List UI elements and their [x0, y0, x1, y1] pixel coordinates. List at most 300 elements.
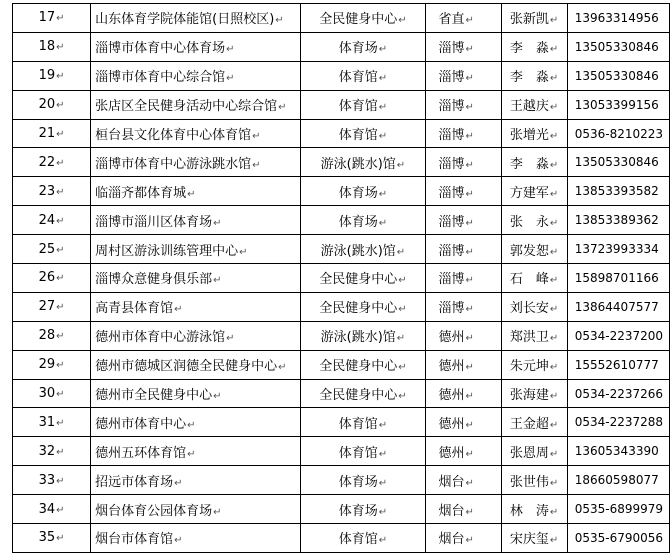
- venue-type-cell: [301, 321, 425, 350]
- paragraph-mark-icon: ↵: [174, 535, 183, 547]
- paragraph-mark-icon: ↵: [549, 333, 559, 345]
- region: 淄博: [438, 301, 465, 317]
- paragraph-mark-icon: ↵: [56, 157, 65, 169]
- region-cell: [425, 61, 501, 90]
- paragraph-mark-icon: ↵: [549, 217, 559, 229]
- phone-number-cell: [567, 524, 669, 553]
- row-number-cell: [13, 437, 91, 466]
- row-number: 22: [38, 154, 56, 170]
- paragraph-mark-icon: ↵: [396, 159, 406, 171]
- contact-person: 郑洪卫: [509, 330, 549, 346]
- paragraph-mark-icon: ↵: [549, 448, 559, 460]
- paragraph-mark-icon: ↵: [252, 131, 261, 142]
- row-number-cell: [13, 321, 91, 350]
- venue-type-cell: [301, 495, 425, 524]
- paragraph-mark-icon: ↵: [56, 100, 65, 112]
- paragraph-mark-icon: ↵: [56, 504, 65, 516]
- venue-type: 游泳(跳水)馆: [320, 156, 396, 172]
- region: 淄博: [438, 99, 465, 115]
- paragraph-mark-icon: ↵: [549, 477, 559, 489]
- paragraph-mark-icon: ↵: [213, 217, 222, 229]
- venue-type: 体育馆: [338, 99, 378, 115]
- paragraph-mark-icon: ↵: [549, 44, 559, 56]
- region-cell: [425, 264, 501, 293]
- paragraph-mark-icon: ↵: [549, 73, 559, 85]
- phone-number: 13853389362: [574, 213, 659, 228]
- venue-type-cell: [301, 264, 425, 293]
- paragraph-mark-icon: ↵: [239, 246, 248, 258]
- table-row: [13, 495, 670, 524]
- row-number: 23: [38, 183, 56, 199]
- paragraph-mark-icon: ↵: [56, 186, 65, 198]
- row-number-cell: [13, 4, 91, 33]
- row-number-cell: [13, 350, 91, 379]
- region: 省直: [438, 12, 465, 28]
- table-row: [13, 235, 670, 264]
- paragraph-mark-icon: ↵: [549, 362, 559, 374]
- paragraph-mark-icon: ↵: [549, 188, 559, 200]
- venue-table: [12, 3, 670, 553]
- contact-person-cell: [501, 206, 567, 235]
- region: 淄博: [438, 272, 465, 288]
- row-number-cell: [13, 148, 91, 177]
- phone-number-cell: [567, 437, 669, 466]
- venue-name-cell: [91, 379, 301, 408]
- phone-number: 13505330846: [574, 155, 659, 170]
- paragraph-mark-icon: ↵: [278, 102, 287, 114]
- row-number-cell: [13, 524, 91, 553]
- phone-number-cell: [567, 350, 669, 379]
- paragraph-mark-icon: ↵: [465, 73, 474, 85]
- row-number-cell: [13, 119, 91, 148]
- phone-number: 13605343390: [574, 444, 659, 459]
- contact-person-cell: [501, 148, 567, 177]
- contact-person-cell: [501, 379, 567, 408]
- phone-number: 13963314956: [574, 10, 659, 25]
- venue-type: 体育场: [338, 214, 378, 230]
- row-number-cell: [13, 235, 91, 264]
- table-row: [13, 466, 670, 495]
- venue-name: 桓台县文化体育中心体育馆: [95, 128, 252, 143]
- paragraph-mark-icon: ↵: [549, 102, 559, 114]
- paragraph-mark-icon: ↵: [549, 535, 559, 547]
- venue-name-cell: [91, 495, 301, 524]
- phone-number-cell: [567, 177, 669, 206]
- row-number-cell: [13, 61, 91, 90]
- phone-number: 0535-6790056: [574, 530, 664, 545]
- contact-person-cell: [501, 466, 567, 495]
- venue-name: 德州市德城区润德全民健身中心: [95, 359, 278, 375]
- contact-person: 林 涛: [509, 503, 549, 519]
- paragraph-mark-icon: ↵: [549, 15, 559, 27]
- row-number: 29: [38, 357, 56, 373]
- paragraph-mark-icon: ↵: [226, 73, 235, 85]
- region: 烟台: [438, 503, 465, 519]
- paragraph-mark-icon: ↵: [56, 446, 65, 458]
- table-row: [13, 206, 670, 235]
- venue-name: 淄博市淄川区体育场: [95, 214, 213, 230]
- paragraph-mark-icon: ↵: [465, 275, 474, 287]
- paragraph-mark-icon: ↵: [187, 188, 196, 200]
- paragraph-mark-icon: ↵: [398, 304, 407, 316]
- contact-person-cell: [501, 119, 567, 148]
- venue-type-cell: [301, 408, 425, 437]
- paragraph-mark-icon: ↵: [56, 244, 65, 256]
- paragraph-mark-icon: ↵: [56, 331, 65, 343]
- region: 淄博: [438, 128, 465, 143]
- row-number-cell: [13, 292, 91, 321]
- venue-type: 游泳(跳水)馆: [320, 330, 396, 346]
- region: 淄博: [438, 70, 465, 86]
- region: 德州: [438, 445, 465, 461]
- row-number-cell: [13, 466, 91, 495]
- paragraph-mark-icon: ↵: [187, 419, 196, 431]
- contact-person-cell: [501, 90, 567, 119]
- paragraph-mark-icon: ↵: [398, 362, 407, 374]
- paragraph-mark-icon: ↵: [56, 475, 65, 487]
- phone-number: 13505330846: [574, 39, 659, 54]
- region-cell: [425, 4, 501, 33]
- paragraph-mark-icon: ↵: [549, 246, 559, 258]
- venue-table-body: [13, 4, 670, 553]
- venue-name-cell: [91, 235, 301, 264]
- paragraph-mark-icon: ↵: [465, 217, 474, 229]
- venue-name: 淄博市体育中心综合馆: [95, 70, 226, 86]
- contact-person: 张海建: [509, 388, 549, 404]
- venue-name-cell: [91, 148, 301, 177]
- paragraph-mark-icon: ↵: [465, 535, 474, 547]
- region-cell: [425, 437, 501, 466]
- paragraph-mark-icon: ↵: [549, 275, 559, 287]
- phone-number-cell: [567, 264, 669, 293]
- paragraph-mark-icon: ↵: [378, 217, 388, 229]
- venue-name: 淄博众意健身俱乐部: [95, 272, 213, 288]
- paragraph-mark-icon: ↵: [465, 362, 474, 374]
- paragraph-mark-icon: ↵: [56, 302, 65, 314]
- row-number: 33: [38, 472, 56, 488]
- paragraph-mark-icon: ↵: [226, 333, 235, 345]
- venue-type-cell: [301, 32, 425, 61]
- region-cell: [425, 292, 501, 321]
- region: 德州: [438, 359, 465, 375]
- phone-number-cell: [567, 466, 669, 495]
- table-row: [13, 408, 670, 437]
- phone-number-cell: [567, 292, 669, 321]
- paragraph-mark-icon: ↵: [252, 159, 261, 171]
- table-row: [13, 90, 670, 119]
- paragraph-mark-icon: ↵: [56, 273, 65, 285]
- phone-number-cell: [567, 4, 669, 33]
- paragraph-mark-icon: ↵: [398, 275, 407, 287]
- venue-type-cell: [301, 90, 425, 119]
- contact-person-cell: [501, 524, 567, 553]
- region-cell: [425, 379, 501, 408]
- venue-type-cell: [301, 350, 425, 379]
- phone-number-cell: [567, 90, 669, 119]
- table-row: [13, 264, 670, 293]
- venue-name: 德州市全民健身中心: [95, 388, 213, 404]
- table-row: [13, 148, 670, 177]
- venue-name: 淄博市体育中心体育场: [95, 41, 226, 57]
- phone-number: 13853393582: [574, 184, 659, 199]
- row-number: 32: [38, 443, 56, 459]
- paragraph-mark-icon: ↵: [378, 535, 388, 547]
- venue-type: 体育场: [338, 474, 378, 490]
- row-number-cell: [13, 379, 91, 408]
- contact-person-cell: [501, 437, 567, 466]
- table-row: [13, 119, 670, 148]
- paragraph-mark-icon: ↵: [549, 159, 559, 171]
- venue-type: 全民健身中心: [319, 388, 398, 404]
- phone-number-cell: [567, 495, 669, 524]
- contact-person: 张恩周: [509, 445, 549, 461]
- venue-name: 临淄齐都体育城: [95, 185, 187, 201]
- venue-name-cell: [91, 524, 301, 553]
- contact-person-cell: [501, 408, 567, 437]
- paragraph-mark-icon: ↵: [56, 215, 65, 227]
- paragraph-mark-icon: ↵: [549, 304, 559, 316]
- paragraph-mark-icon: ↵: [187, 448, 196, 460]
- venue-name-cell: [91, 32, 301, 61]
- table-row: [13, 350, 670, 379]
- region-cell: [425, 90, 501, 119]
- venue-type-cell: [301, 466, 425, 495]
- phone-number-cell: [567, 61, 669, 90]
- phone-number-cell: [567, 148, 669, 177]
- region-cell: [425, 32, 501, 61]
- venue-name-cell: [91, 206, 301, 235]
- phone-number: 15552610777: [574, 357, 659, 372]
- paragraph-mark-icon: ↵: [549, 391, 559, 403]
- contact-person: 张新凯: [509, 12, 549, 28]
- phone-number-cell: [567, 408, 669, 437]
- venue-type-cell: [301, 177, 425, 206]
- venue-type: 全民健身中心: [319, 272, 398, 288]
- row-number: 28: [38, 328, 56, 344]
- venue-type: 体育馆: [338, 70, 378, 86]
- venue-type: 游泳(跳水)馆: [320, 243, 396, 259]
- contact-person: 张增光: [509, 128, 549, 143]
- contact-person: 宋庆玺: [509, 532, 549, 548]
- phone-number-cell: [567, 32, 669, 61]
- row-number: 24: [38, 212, 56, 228]
- paragraph-mark-icon: ↵: [396, 333, 406, 345]
- contact-person-cell: [501, 350, 567, 379]
- venue-name-cell: [91, 437, 301, 466]
- region: 淄博: [438, 185, 465, 201]
- paragraph-mark-icon: ↵: [465, 506, 474, 518]
- phone-number-cell: [567, 119, 669, 148]
- contact-person-cell: [501, 321, 567, 350]
- table-row: [13, 4, 670, 33]
- contact-person-cell: [501, 4, 567, 33]
- contact-person: 李 淼: [509, 41, 549, 57]
- region: 淄博: [438, 214, 465, 230]
- row-number: 21: [38, 126, 56, 141]
- contact-person-cell: [501, 32, 567, 61]
- row-number-cell: [13, 32, 91, 61]
- region-cell: [425, 495, 501, 524]
- region: 淄博: [438, 243, 465, 259]
- phone-number: 18660598077: [574, 473, 659, 488]
- phone-number: 13053399156: [574, 97, 659, 112]
- paragraph-mark-icon: ↵: [465, 159, 474, 171]
- phone-number-cell: [567, 235, 669, 264]
- paragraph-mark-icon: ↵: [549, 419, 559, 431]
- paragraph-mark-icon: ↵: [56, 417, 65, 429]
- paragraph-mark-icon: ↵: [465, 419, 474, 431]
- phone-number: 13505330846: [574, 68, 659, 83]
- paragraph-mark-icon: ↵: [465, 15, 474, 27]
- venue-type-cell: [301, 148, 425, 177]
- paragraph-mark-icon: ↵: [378, 506, 388, 518]
- contact-person: 王金超: [509, 416, 549, 432]
- venue-type: 全民健身中心: [319, 359, 398, 375]
- venue-name: 德州五环体育馆: [95, 445, 187, 461]
- venue-name-cell: [91, 119, 301, 148]
- paragraph-mark-icon: ↵: [465, 477, 474, 489]
- venue-type-cell: [301, 206, 425, 235]
- paragraph-mark-icon: ↵: [378, 477, 388, 489]
- venue-name: 招远市体育场: [95, 474, 174, 490]
- venue-type: 全民健身中心: [319, 301, 398, 317]
- paragraph-mark-icon: ↵: [396, 246, 406, 258]
- venue-type-cell: [301, 437, 425, 466]
- row-number: 19: [38, 68, 56, 84]
- row-number: 17: [38, 10, 56, 26]
- contact-person-cell: [501, 264, 567, 293]
- row-number-cell: [13, 206, 91, 235]
- paragraph-mark-icon: ↵: [465, 246, 474, 258]
- table-row: [13, 292, 670, 321]
- phone-number: 0535-6899979: [574, 502, 664, 517]
- paragraph-mark-icon: ↵: [465, 391, 474, 403]
- venue-name-cell: [91, 292, 301, 321]
- paragraph-mark-icon: ↵: [56, 389, 65, 401]
- paragraph-mark-icon: ↵: [465, 304, 474, 316]
- paragraph-mark-icon: ↵: [174, 477, 183, 489]
- contact-person-cell: [501, 177, 567, 206]
- region: 德州: [438, 388, 465, 404]
- table-row: [13, 32, 670, 61]
- paragraph-mark-icon: ↵: [56, 71, 65, 83]
- region: 德州: [438, 416, 465, 432]
- row-number: 20: [38, 97, 56, 113]
- phone-number-cell: [567, 321, 669, 350]
- paragraph-mark-icon: ↵: [465, 448, 474, 460]
- paragraph-mark-icon: ↵: [378, 419, 388, 431]
- contact-person: 李 淼: [509, 156, 549, 172]
- venue-type-cell: [301, 524, 425, 553]
- paragraph-mark-icon: ↵: [378, 102, 388, 114]
- table-row: [13, 524, 670, 553]
- phone-number: 13723993334: [574, 242, 659, 257]
- venue-type-cell: [301, 379, 425, 408]
- paragraph-mark-icon: ↵: [549, 131, 559, 142]
- region-cell: [425, 148, 501, 177]
- paragraph-mark-icon: ↵: [174, 304, 183, 316]
- venue-type: 体育馆: [338, 416, 378, 432]
- paragraph-mark-icon: ↵: [213, 275, 222, 287]
- region: 淄博: [438, 41, 465, 57]
- venue-type-cell: [301, 292, 425, 321]
- venue-name: 周村区游泳训练管理中心: [95, 243, 239, 259]
- row-number-cell: [13, 177, 91, 206]
- venue-type: 体育场: [338, 41, 378, 57]
- region-cell: [425, 350, 501, 379]
- paragraph-mark-icon: ↵: [278, 362, 287, 374]
- region-cell: [425, 321, 501, 350]
- region: 烟台: [438, 474, 465, 490]
- region-cell: [425, 235, 501, 264]
- venue-name-cell: [91, 4, 301, 33]
- row-number-cell: [13, 90, 91, 119]
- paragraph-mark-icon: ↵: [213, 391, 222, 403]
- paragraph-mark-icon: ↵: [56, 42, 65, 54]
- paragraph-mark-icon: ↵: [378, 73, 388, 85]
- region-cell: [425, 177, 501, 206]
- venue-name-cell: [91, 466, 301, 495]
- contact-person: 张世伟: [509, 474, 549, 490]
- venue-type-cell: [301, 4, 425, 33]
- row-number: 18: [38, 39, 56, 55]
- paragraph-mark-icon: ↵: [378, 44, 388, 56]
- venue-name-cell: [91, 90, 301, 119]
- region: 烟台: [438, 532, 465, 548]
- row-number-cell: [13, 495, 91, 524]
- paragraph-mark-icon: ↵: [56, 129, 65, 140]
- venue-name: 烟台市体育馆: [95, 532, 174, 548]
- contact-person: 李 淼: [509, 70, 549, 86]
- row-number: 30: [38, 386, 56, 402]
- row-number: 31: [38, 414, 56, 430]
- paragraph-mark-icon: ↵: [275, 15, 284, 27]
- row-number: 25: [38, 241, 56, 257]
- phone-number-cell: [567, 379, 669, 408]
- venue-type-cell: [301, 235, 425, 264]
- contact-person: 石 峰: [509, 272, 549, 288]
- contact-person-cell: [501, 235, 567, 264]
- table-row: [13, 379, 670, 408]
- row-number-cell: [13, 408, 91, 437]
- phone-number-cell: [567, 206, 669, 235]
- contact-person: 张 永: [509, 214, 549, 230]
- venue-name: 山东体育学院体能馆(日照校区): [95, 12, 275, 28]
- venue-name: 高青县体育馆: [95, 301, 174, 317]
- phone-number: 0536-8210223: [574, 126, 664, 141]
- contact-person-cell: [501, 495, 567, 524]
- table-row: [13, 177, 670, 206]
- venue-name: 淄博市体育中心游泳跳水馆: [95, 156, 252, 172]
- paragraph-mark-icon: ↵: [465, 333, 474, 345]
- paragraph-mark-icon: ↵: [56, 533, 65, 545]
- region-cell: [425, 466, 501, 495]
- phone-number: 0534-2237200: [574, 328, 664, 343]
- paragraph-mark-icon: ↵: [465, 131, 474, 142]
- row-number: 27: [38, 299, 56, 315]
- table-row: [13, 61, 670, 90]
- venue-name: 德州市体育中心游泳馆: [95, 330, 226, 346]
- region-cell: [425, 408, 501, 437]
- region-cell: [425, 206, 501, 235]
- row-number: 34: [38, 501, 56, 517]
- paragraph-mark-icon: ↵: [465, 44, 474, 56]
- paragraph-mark-icon: ↵: [465, 188, 474, 200]
- venue-type-cell: [301, 119, 425, 148]
- region-cell: [425, 119, 501, 148]
- phone-number: 15898701166: [574, 270, 659, 285]
- row-number: 26: [38, 270, 56, 286]
